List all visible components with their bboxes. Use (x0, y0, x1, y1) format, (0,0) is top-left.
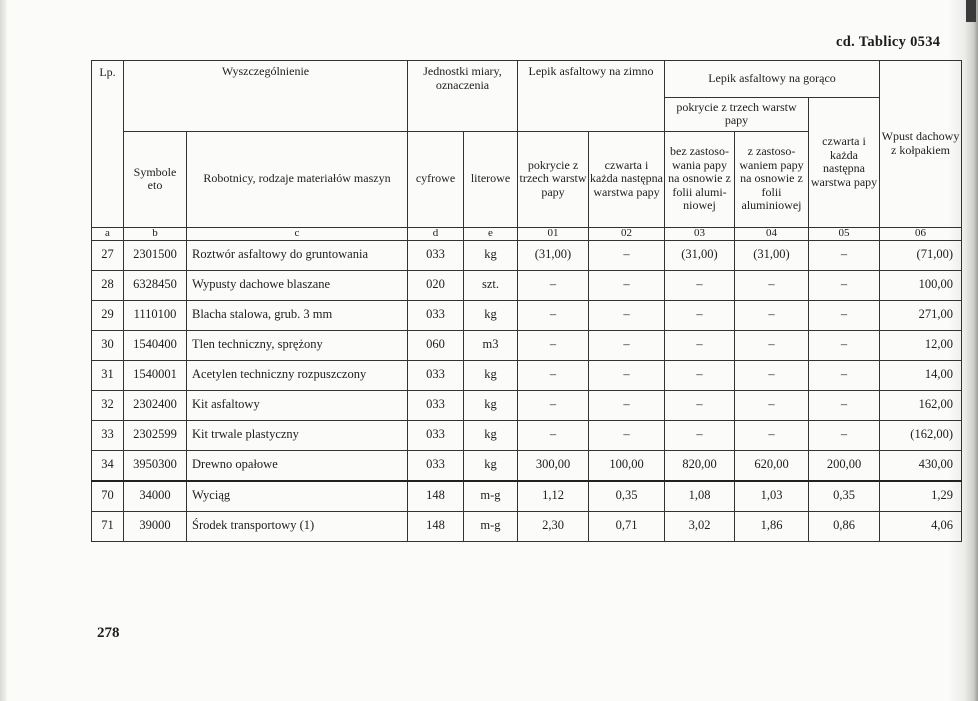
row-unit-code: 148 (408, 481, 464, 512)
row-unit-symbol: kg (464, 390, 518, 420)
table-continuation-header: cd. Tablicy 0534 (836, 34, 941, 50)
norms-table (91, 60, 962, 542)
row-unit-symbol: m-g (464, 511, 518, 541)
row-value-04: 1,86 (735, 511, 809, 541)
row-value-01: 1,12 (518, 481, 589, 512)
row-value-06: 162,00 (880, 390, 962, 420)
column-letter: c (187, 227, 408, 240)
row-name: Kit asfaltowy (187, 390, 408, 420)
row-unit-code: 033 (408, 360, 464, 390)
row-name: Acetylen techniczny rozpuszczony (187, 360, 408, 390)
header-col03: bez zastoso-wania papy na osnowie z folii alumi-niowej (665, 131, 735, 227)
table-body (92, 240, 962, 541)
row-lp: 28 (92, 270, 124, 300)
row-unit-symbol: m-g (464, 481, 518, 512)
row-unit-symbol: kg (464, 240, 518, 270)
row-name: Roztwór asfaltowy do gruntowania (187, 240, 408, 270)
row-lp: 33 (92, 420, 124, 450)
table-row (92, 240, 962, 270)
row-value-02: 0,71 (589, 511, 665, 541)
row-unit-code: 148 (408, 511, 464, 541)
row-unit-code: 033 (408, 450, 464, 481)
row-lp: 31 (92, 360, 124, 390)
header-cyfrowe: cyfrowe (408, 131, 464, 227)
column-letter: b (124, 227, 187, 240)
row-value-05: – (809, 300, 880, 330)
column-letter: a (92, 227, 124, 240)
table-row (92, 270, 962, 300)
header-wyszczegolnienie-spacer (124, 97, 408, 131)
header-pokrycie-trzech: pokrycie z trzech warstw papy (665, 97, 809, 131)
row-symbol: 1540400 (124, 330, 187, 360)
row-value-05: – (809, 390, 880, 420)
row-value-04: 1,03 (735, 481, 809, 512)
row-name: Wyciąg (187, 481, 408, 512)
row-lp: 30 (92, 330, 124, 360)
row-symbol: 2301500 (124, 240, 187, 270)
row-value-04: (31,00) (735, 240, 809, 270)
row-lp: 34 (92, 450, 124, 481)
table-row (92, 481, 962, 512)
row-lp: 29 (92, 300, 124, 330)
table-row (92, 420, 962, 450)
row-unit-code: 033 (408, 240, 464, 270)
row-unit-symbol: kg (464, 300, 518, 330)
table-row (92, 450, 962, 481)
row-unit-symbol: m3 (464, 330, 518, 360)
header-lepik-zimny: Lepik asfaltowy na zimno (518, 61, 665, 132)
row-symbol: 2302400 (124, 390, 187, 420)
row-value-03: – (665, 330, 735, 360)
row-value-01: – (518, 300, 589, 330)
row-value-04: – (735, 270, 809, 300)
header-row-top (92, 61, 962, 98)
row-unit-symbol: kg (464, 450, 518, 481)
column-letter: e (464, 227, 518, 240)
column-letter: 04 (735, 227, 809, 240)
row-value-03: – (665, 420, 735, 450)
row-value-03: – (665, 360, 735, 390)
header-lp: Lp. (92, 61, 124, 228)
row-unit-symbol: kg (464, 420, 518, 450)
table-row (92, 511, 962, 541)
row-value-06: 100,00 (880, 270, 962, 300)
row-unit-symbol: kg (464, 360, 518, 390)
row-value-06: 14,00 (880, 360, 962, 390)
row-unit-code: 060 (408, 330, 464, 360)
row-value-06: 1,29 (880, 481, 962, 512)
row-value-02: – (589, 390, 665, 420)
row-unit-code: 033 (408, 420, 464, 450)
table-row (92, 330, 962, 360)
header-wpust: Wpust dachowy z kołpakiem (880, 61, 962, 228)
header-col02: czwarta i każda następna warstwa papy (589, 131, 665, 227)
row-name: Tlen techniczny, sprężony (187, 330, 408, 360)
row-value-04: 620,00 (735, 450, 809, 481)
row-value-04: – (735, 420, 809, 450)
column-letters-row (92, 227, 962, 240)
row-lp: 27 (92, 240, 124, 270)
header-literowe: literowe (464, 131, 518, 227)
row-symbol: 3950300 (124, 450, 187, 481)
header-lepik-goracy: Lepik asfaltowy na gorąco (665, 61, 880, 98)
row-value-02: – (589, 420, 665, 450)
column-letter: 06 (880, 227, 962, 240)
column-letter: 03 (665, 227, 735, 240)
row-value-05: – (809, 360, 880, 390)
row-value-05: – (809, 270, 880, 300)
row-lp: 71 (92, 511, 124, 541)
row-name: Kit trwale plastyczny (187, 420, 408, 450)
row-value-05: 0,86 (809, 511, 880, 541)
row-value-05: 200,00 (809, 450, 880, 481)
row-value-06: 12,00 (880, 330, 962, 360)
row-value-06: 271,00 (880, 300, 962, 330)
header-symbol: Symbole eto (124, 131, 187, 227)
row-lp: 70 (92, 481, 124, 512)
row-name: Środek transportowy (1) (187, 511, 408, 541)
table-row (92, 300, 962, 330)
page-number: 278 (97, 625, 120, 641)
row-value-04: – (735, 390, 809, 420)
row-name: Wypusty dachowe blaszane (187, 270, 408, 300)
table-row (92, 390, 962, 420)
row-value-06: (71,00) (880, 240, 962, 270)
row-unit-code: 033 (408, 300, 464, 330)
row-unit-code: 020 (408, 270, 464, 300)
row-lp: 32 (92, 390, 124, 420)
row-value-01: – (518, 360, 589, 390)
row-value-02: – (589, 270, 665, 300)
row-symbol: 34000 (124, 481, 187, 512)
row-value-01: – (518, 420, 589, 450)
row-value-03: – (665, 270, 735, 300)
row-value-02: 100,00 (589, 450, 665, 481)
row-value-03: 1,08 (665, 481, 735, 512)
column-letter: 01 (518, 227, 589, 240)
table-row (92, 360, 962, 390)
row-value-01: 2,30 (518, 511, 589, 541)
row-symbol: 1540001 (124, 360, 187, 390)
column-letter: 02 (589, 227, 665, 240)
row-symbol: 6328450 (124, 270, 187, 300)
page-left-edge (0, 0, 7, 701)
header-jednostki: Jednostki miary, oznaczenia (408, 61, 518, 132)
row-symbol: 39000 (124, 511, 187, 541)
row-unit-code: 033 (408, 390, 464, 420)
row-value-06: (162,00) (880, 420, 962, 450)
row-value-01: (31,00) (518, 240, 589, 270)
row-value-06: 430,00 (880, 450, 962, 481)
row-value-03: 820,00 (665, 450, 735, 481)
row-value-05: – (809, 330, 880, 360)
row-value-01: – (518, 330, 589, 360)
row-value-01: – (518, 270, 589, 300)
row-value-01: 300,00 (518, 450, 589, 481)
row-value-05: – (809, 420, 880, 450)
row-value-02: – (589, 360, 665, 390)
row-value-02: – (589, 300, 665, 330)
row-value-02: 0,35 (589, 481, 665, 512)
row-value-03: 3,02 (665, 511, 735, 541)
header-robotnicy: Robotnicy, rodzaje materiałów maszyn (187, 131, 408, 227)
row-value-03: (31,00) (665, 240, 735, 270)
row-value-02: – (589, 240, 665, 270)
corner-mark (966, 0, 976, 22)
header-wyszczegolnienie: Wyszczególnienie (124, 61, 408, 98)
row-value-04: – (735, 330, 809, 360)
row-symbol: 1110100 (124, 300, 187, 330)
row-value-02: – (589, 330, 665, 360)
row-value-06: 4,06 (880, 511, 962, 541)
row-name: Blacha stalowa, grub. 3 mm (187, 300, 408, 330)
row-symbol: 2302599 (124, 420, 187, 450)
row-value-03: – (665, 300, 735, 330)
header-col05: czwarta i każda następna warstwa papy (809, 97, 880, 227)
row-unit-symbol: szt. (464, 270, 518, 300)
row-value-05: 0,35 (809, 481, 880, 512)
column-letter: d (408, 227, 464, 240)
row-value-01: – (518, 390, 589, 420)
row-name: Drewno opałowe (187, 450, 408, 481)
header-col01: pokrycie z trzech warstw papy (518, 131, 589, 227)
row-value-04: – (735, 300, 809, 330)
column-letter: 05 (809, 227, 880, 240)
row-value-03: – (665, 390, 735, 420)
row-value-05: – (809, 240, 880, 270)
header-col04: z zastoso-waniem papy na osnowie z folii aluminiowej (735, 131, 809, 227)
row-value-04: – (735, 360, 809, 390)
